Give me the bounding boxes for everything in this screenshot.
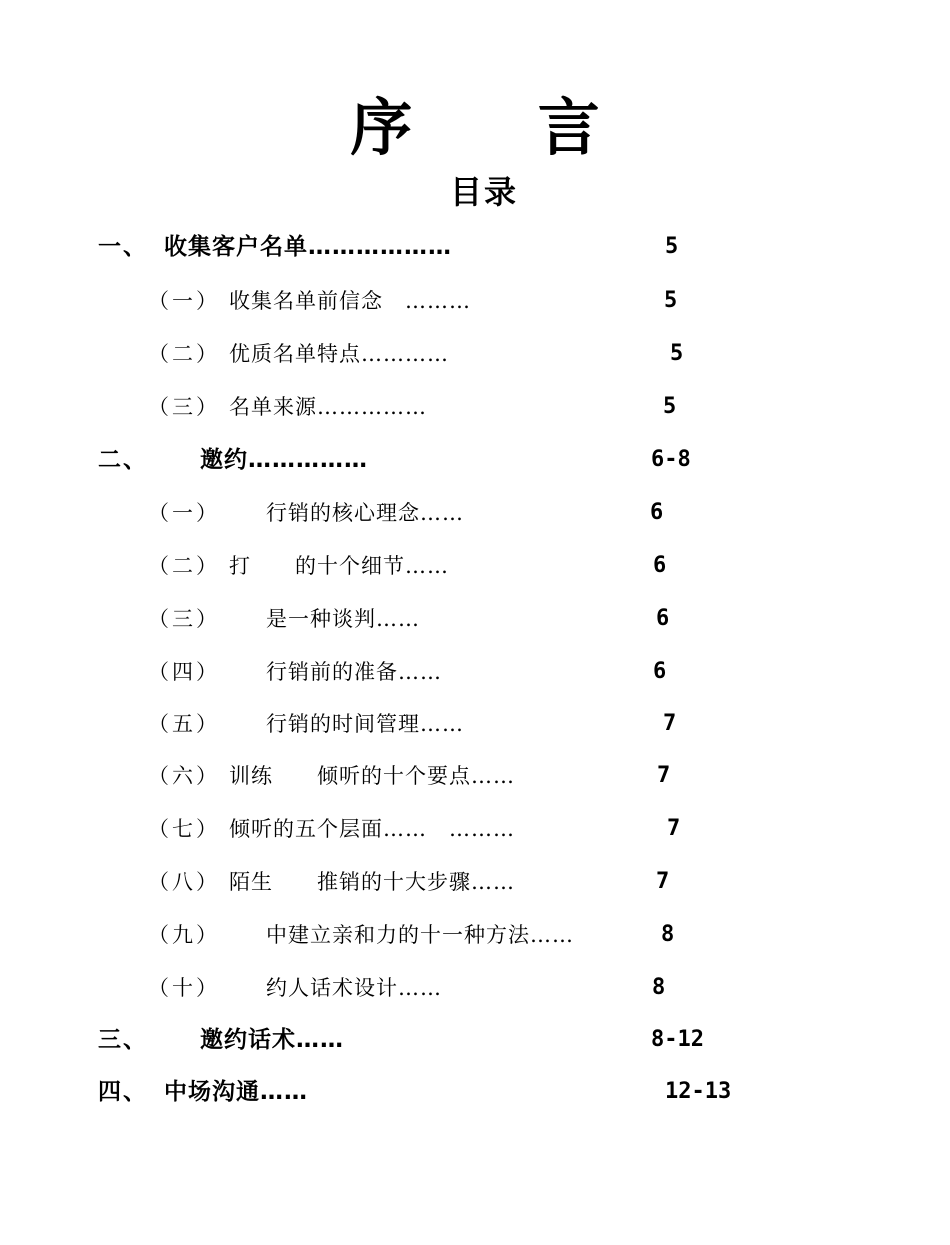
toc-entry-4[interactable] bbox=[0, 1075, 950, 1109]
toc-entry-2-5[interactable] bbox=[0, 707, 950, 741]
toc-entry-number: 四、 bbox=[98, 1079, 148, 1105]
toc-entry-number: （四） bbox=[148, 660, 220, 684]
toc-entry-number: 二、 bbox=[98, 447, 148, 473]
toc-entry-title: 倾听的五个层面…… ……… bbox=[229, 817, 515, 841]
toc-entry-number: （八） bbox=[148, 870, 220, 894]
toc-entry-title: 邀约话术…… bbox=[152, 1027, 344, 1053]
toc-entry-1-1[interactable] bbox=[0, 284, 950, 318]
toc-entry-number: （五） bbox=[148, 712, 220, 736]
toc-entry-title: 打 的十个细节…… bbox=[229, 554, 449, 578]
toc-entry-title: 是一种谈判…… bbox=[222, 607, 420, 631]
toc-entry-title: 收集名单前信念 ……… bbox=[229, 289, 471, 313]
toc-entry-page: 8 bbox=[652, 975, 666, 1000]
toc-entry-title: 邀约…………… bbox=[152, 447, 368, 473]
toc-entry-title: 优质名单特点………… bbox=[229, 342, 449, 366]
toc-entry-2-1[interactable] bbox=[0, 496, 950, 530]
toc-entry-page: 5 bbox=[665, 234, 679, 259]
toc-entry-number: （六） bbox=[148, 764, 220, 788]
toc-entry-number: 三、 bbox=[98, 1027, 148, 1053]
toc-entry-title: 训练 倾听的十个要点…… bbox=[229, 764, 515, 788]
toc-entry-2-4[interactable] bbox=[0, 655, 950, 689]
toc-entry-number: （一） bbox=[148, 501, 220, 525]
toc-entry-page: 6 bbox=[656, 606, 670, 631]
toc-entry-page: 7 bbox=[667, 816, 681, 841]
toc-entry-2-9[interactable] bbox=[0, 918, 950, 952]
toc-entry-number: （九） bbox=[148, 923, 220, 947]
toc-entry-number: 一、 bbox=[98, 234, 148, 260]
toc-entry-title: 行销的时间管理…… bbox=[222, 712, 464, 736]
toc-entry-title: 收集客户名单……………… bbox=[164, 234, 452, 260]
toc-entry-number: （十） bbox=[148, 976, 220, 1000]
toc-entry-page: 5 bbox=[663, 394, 677, 419]
toc-entry-number: （三） bbox=[148, 607, 220, 631]
toc-entry-page: 8-12 bbox=[651, 1027, 704, 1052]
toc-entry-title: 约人话术设计…… bbox=[222, 976, 442, 1000]
toc-entry-page: 12-13 bbox=[665, 1079, 732, 1104]
toc-entry-1-2[interactable] bbox=[0, 337, 950, 371]
toc-entry-number: （一） bbox=[148, 289, 220, 313]
toc-entry-page: 7 bbox=[657, 763, 671, 788]
toc-entry-number: （七） bbox=[148, 817, 220, 841]
toc-entry-1-3[interactable] bbox=[0, 390, 950, 424]
toc-entry-3[interactable] bbox=[0, 1023, 950, 1057]
toc-entry-title: 中场沟通…… bbox=[164, 1079, 308, 1105]
preface-title: 序 言 bbox=[350, 91, 652, 164]
toc-entry-page: 6 bbox=[653, 659, 667, 684]
toc-entry-number: （二） bbox=[148, 554, 220, 578]
toc-entry-2-8[interactable] bbox=[0, 865, 950, 899]
toc-entry-title: 陌生 推销的十大步骤…… bbox=[229, 870, 515, 894]
toc-entry-2-7[interactable] bbox=[0, 812, 950, 846]
toc-entry-number: （二） bbox=[148, 342, 220, 366]
toc-entry-title: 行销前的准备…… bbox=[222, 660, 442, 684]
toc-entry-1[interactable] bbox=[0, 230, 950, 264]
toc-entry-2-3[interactable] bbox=[0, 602, 950, 636]
toc-entry-2-2[interactable] bbox=[0, 549, 950, 583]
toc-entry-title: 行销的核心理念…… bbox=[222, 501, 464, 525]
toc-title: 目录 bbox=[449, 173, 518, 211]
toc-entry-page: 7 bbox=[656, 869, 670, 894]
toc-entry-number: （三） bbox=[148, 395, 220, 419]
toc-entry-page: 6 bbox=[653, 553, 667, 578]
toc-entry-page: 6-8 bbox=[651, 447, 691, 472]
toc-entry-page: 5 bbox=[670, 341, 684, 366]
toc-entry-page: 8 bbox=[661, 922, 675, 947]
toc-entry-title: 中建立亲和力的十一种方法…… bbox=[222, 923, 574, 947]
toc-entry-2-6[interactable] bbox=[0, 759, 950, 793]
toc-entry-2-10[interactable] bbox=[0, 971, 950, 1005]
toc-entry-title: 名单来源…………… bbox=[229, 395, 427, 419]
toc-entry-page: 7 bbox=[663, 711, 677, 736]
toc-entry-page: 5 bbox=[664, 288, 678, 313]
toc-entry-page: 6 bbox=[650, 500, 664, 525]
toc-entry-2[interactable] bbox=[0, 443, 950, 477]
